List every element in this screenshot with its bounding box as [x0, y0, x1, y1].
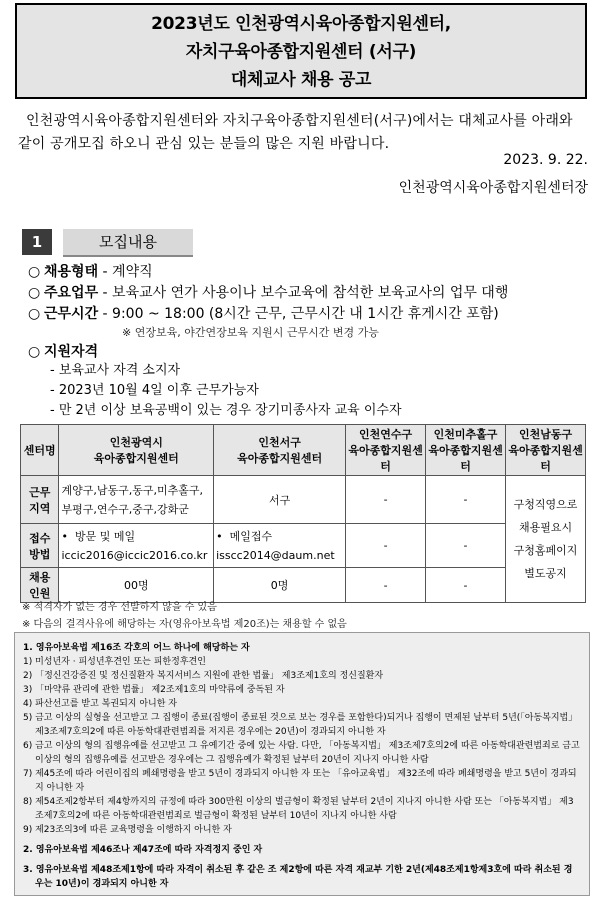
- section-title: 모집내용: [63, 229, 193, 257]
- cell-count-seogu: 0명: [214, 568, 346, 603]
- email-address: iccic2016@iccic2016.co.kr: [61, 548, 208, 562]
- list-item: 1) 미성년자 · 피성년후견인 또는 피한정후견인: [23, 657, 206, 667]
- header-namdong: 인천남동구 육아종합지원센터: [506, 425, 586, 476]
- table-row: [21, 476, 586, 524]
- row-label-method: 접수 방법: [21, 524, 59, 568]
- disq-heading-3: 3. 영유아보육법 제48조제1항에 따라 자격이 취소된 후 같은 조 제2항에 따른 자격 재교부 기한 2년(제48조제1항제3호에 따라 취소된 경우는 10년)이 경과되지 아니한 자: [23, 865, 573, 889]
- header-incheon: 인천광역시 육아종합지원센터: [59, 425, 214, 476]
- cell-method-seogu: [214, 524, 346, 568]
- list-item: 4) 파산선고를 받고 복권되지 아니한 자: [23, 699, 177, 709]
- item-text: - 보육교사 연가 사용이나 보수교육에 참석한 보육교사의 업무 대행: [98, 285, 509, 301]
- cell-method-michuhol: -: [426, 524, 506, 568]
- header-center-name: 센터명: [21, 425, 59, 476]
- row-label-region: 근무 지역: [21, 476, 59, 524]
- cell-region-seogu: 서구: [214, 476, 346, 524]
- bullet: •: [216, 529, 223, 543]
- header-yeonsu: 인천연수구 육아종합지원센터: [346, 425, 426, 476]
- item-work-hours: [28, 304, 499, 324]
- item-label: 근무시간: [44, 306, 99, 322]
- cell-method-incheon: [59, 524, 214, 568]
- cell-count-incheon: 00명: [59, 568, 214, 603]
- circle-marker: ○: [28, 285, 41, 301]
- header-michuhol: 인천미추홀구 육아종합지원센터: [426, 425, 506, 476]
- section-number: 1: [22, 229, 52, 255]
- circle-marker: ○: [28, 344, 41, 360]
- disq-heading-1: 1. 영유아보육법 제16조 각호의 어느 하나에 해당하는 자: [23, 643, 250, 653]
- list-item: 2) 「정신건강증진 및 정신질환자 복지서비스 지원에 관한 법률」 제3조제1호의 정신질환자: [23, 671, 384, 681]
- cell-region-michuhol: -: [426, 476, 506, 524]
- title-box: [15, 3, 587, 99]
- qual-line-2: - 2023년 10월 4일 이후 근무가능자: [50, 383, 259, 398]
- cell-count-yeonsu: -: [346, 568, 426, 603]
- disq-heading-2: 2. 영유아보육법 제46조나 제47조에 따라 자격정지 중인 자: [23, 845, 263, 855]
- bullet: •: [61, 529, 68, 543]
- list-item: 8) 제54조제2항부터 제4항까지의 규정에 따라 300만원 이상의 벌금형이 확정된 날부터 2년이 지나지 아니한 사람 또는 「아동복지법」 제3조제7호의2에 따른 아동학대관련범죄로 벌금형이 확정된 날부터 10년이 지나지 아니한 사람: [23, 797, 574, 821]
- method-type: 메일접수: [229, 529, 273, 543]
- qual-line-1: - 보육교사 자격 소지자: [50, 363, 181, 378]
- intro-text: 인천광역시육아종합지원센터와 자치구육아종합지원센터(서구)에서는 대체교사를 아래와 같이 공개모집 하오니 관심 있는 분들의 많은 지원 바랍니다.: [18, 113, 573, 152]
- disqualification-box: [14, 632, 590, 896]
- email-address: isscc2014@daum.net: [216, 548, 335, 562]
- footnote-1: ※ 적격자가 없는 경우 선발하지 않을 수 있음: [22, 602, 217, 613]
- recruit-table: [20, 424, 586, 603]
- method-type: 방문 및 메일: [74, 529, 136, 543]
- list-item: 6) 금고 이상의 형의 집행유예를 선고받고 그 유예기간 중에 있는 사람. 다만, 「아동복지법」 제3조제7호의2에 따른 아동학대관련범죄로 금고 이상의 형의 집행유예를 선고받은 경우에는 그 집행유예가 확정된 날부터 20년이 지나지 아니한 사람: [23, 741, 580, 765]
- item-main-duty: [28, 283, 508, 303]
- item-text: - 계약직: [98, 264, 153, 280]
- cell-region-yeonsu: -: [346, 476, 426, 524]
- intro: [18, 110, 588, 156]
- item-label: 지원자격: [44, 344, 99, 360]
- list-item: 5) 금고 이상의 실형을 선고받고 그 집행이 종료(집행이 종료된 것으로 보는 경우를 포함한다)되거나 집행이 면제된 날부터 5년(「아동복지법」 제3조제7호의2에 따른 아동학대관련범죄를 저지른 경우에는 20년)이 경과되지 아니한 자: [23, 713, 578, 737]
- item-text: - 9:00 ~ 18:00 (8시간 근무, 근무시간 내 1시간 휴게시간 포함): [98, 306, 499, 322]
- cell-region-incheon: 계양구,남동구,동구,미추홀구, 부평구,연수구,중구,강화군: [59, 476, 214, 524]
- cell-count-michuhol: -: [426, 568, 506, 603]
- item-label: 주요업무: [44, 285, 99, 301]
- circle-marker: ○: [28, 264, 41, 280]
- item-label: 채용형태: [44, 264, 99, 280]
- item-qualification: [28, 342, 98, 362]
- cell-namdong-note: 구청직영으로 채용필요시 구청홈페이지 별도공지: [506, 476, 586, 603]
- list-item: 3) 「마약류 관리에 관한 법률」 제2조제1호의 마약류에 중독된 자: [23, 685, 285, 695]
- table-row: [21, 524, 586, 568]
- sender: 인천광역시육아종합지원센터장: [398, 180, 588, 196]
- qual-line-3: - 만 2년 이상 보육공백이 있는 경우 장기미종사자 교육 이수자: [50, 403, 402, 418]
- list-item: 9) 제23조의3에 따른 교육명령을 이행하지 아니한 자: [23, 825, 232, 835]
- work-hours-note: ※ 연장보육, 야간연장보육 지원시 근무시간 변경 가능: [122, 326, 379, 339]
- list-item: 7) 제45조에 따라 어린이집의 폐쇄명령을 받고 5년이 경과되지 아니한 자 또는 「유아교육법」 제32조에 따라 폐쇄명령을 받고 5년이 경과되지 아니한 자: [23, 769, 577, 793]
- row-label-count: 채용 인원: [21, 568, 59, 603]
- footnote-2: ※ 다음의 결격사유에 해당하는 자(영유아보육법 제20조)는 채용할 수 없음: [22, 619, 347, 630]
- table-header-row: [21, 425, 586, 476]
- title-line-3: 대체교사 채용 공고: [230, 70, 372, 90]
- title-line-2: 자치구육아종합지원센터 (서구): [185, 42, 417, 62]
- title-line-1: 2023년도 인천광역시육아종합지원센터,: [151, 14, 451, 34]
- announce-date: 2023. 9. 22.: [503, 152, 588, 168]
- header-seogu: 인천서구 육아종합지원센터: [214, 425, 346, 476]
- circle-marker: ○: [28, 306, 41, 322]
- cell-method-yeonsu: -: [346, 524, 426, 568]
- item-employment-type: [28, 262, 153, 282]
